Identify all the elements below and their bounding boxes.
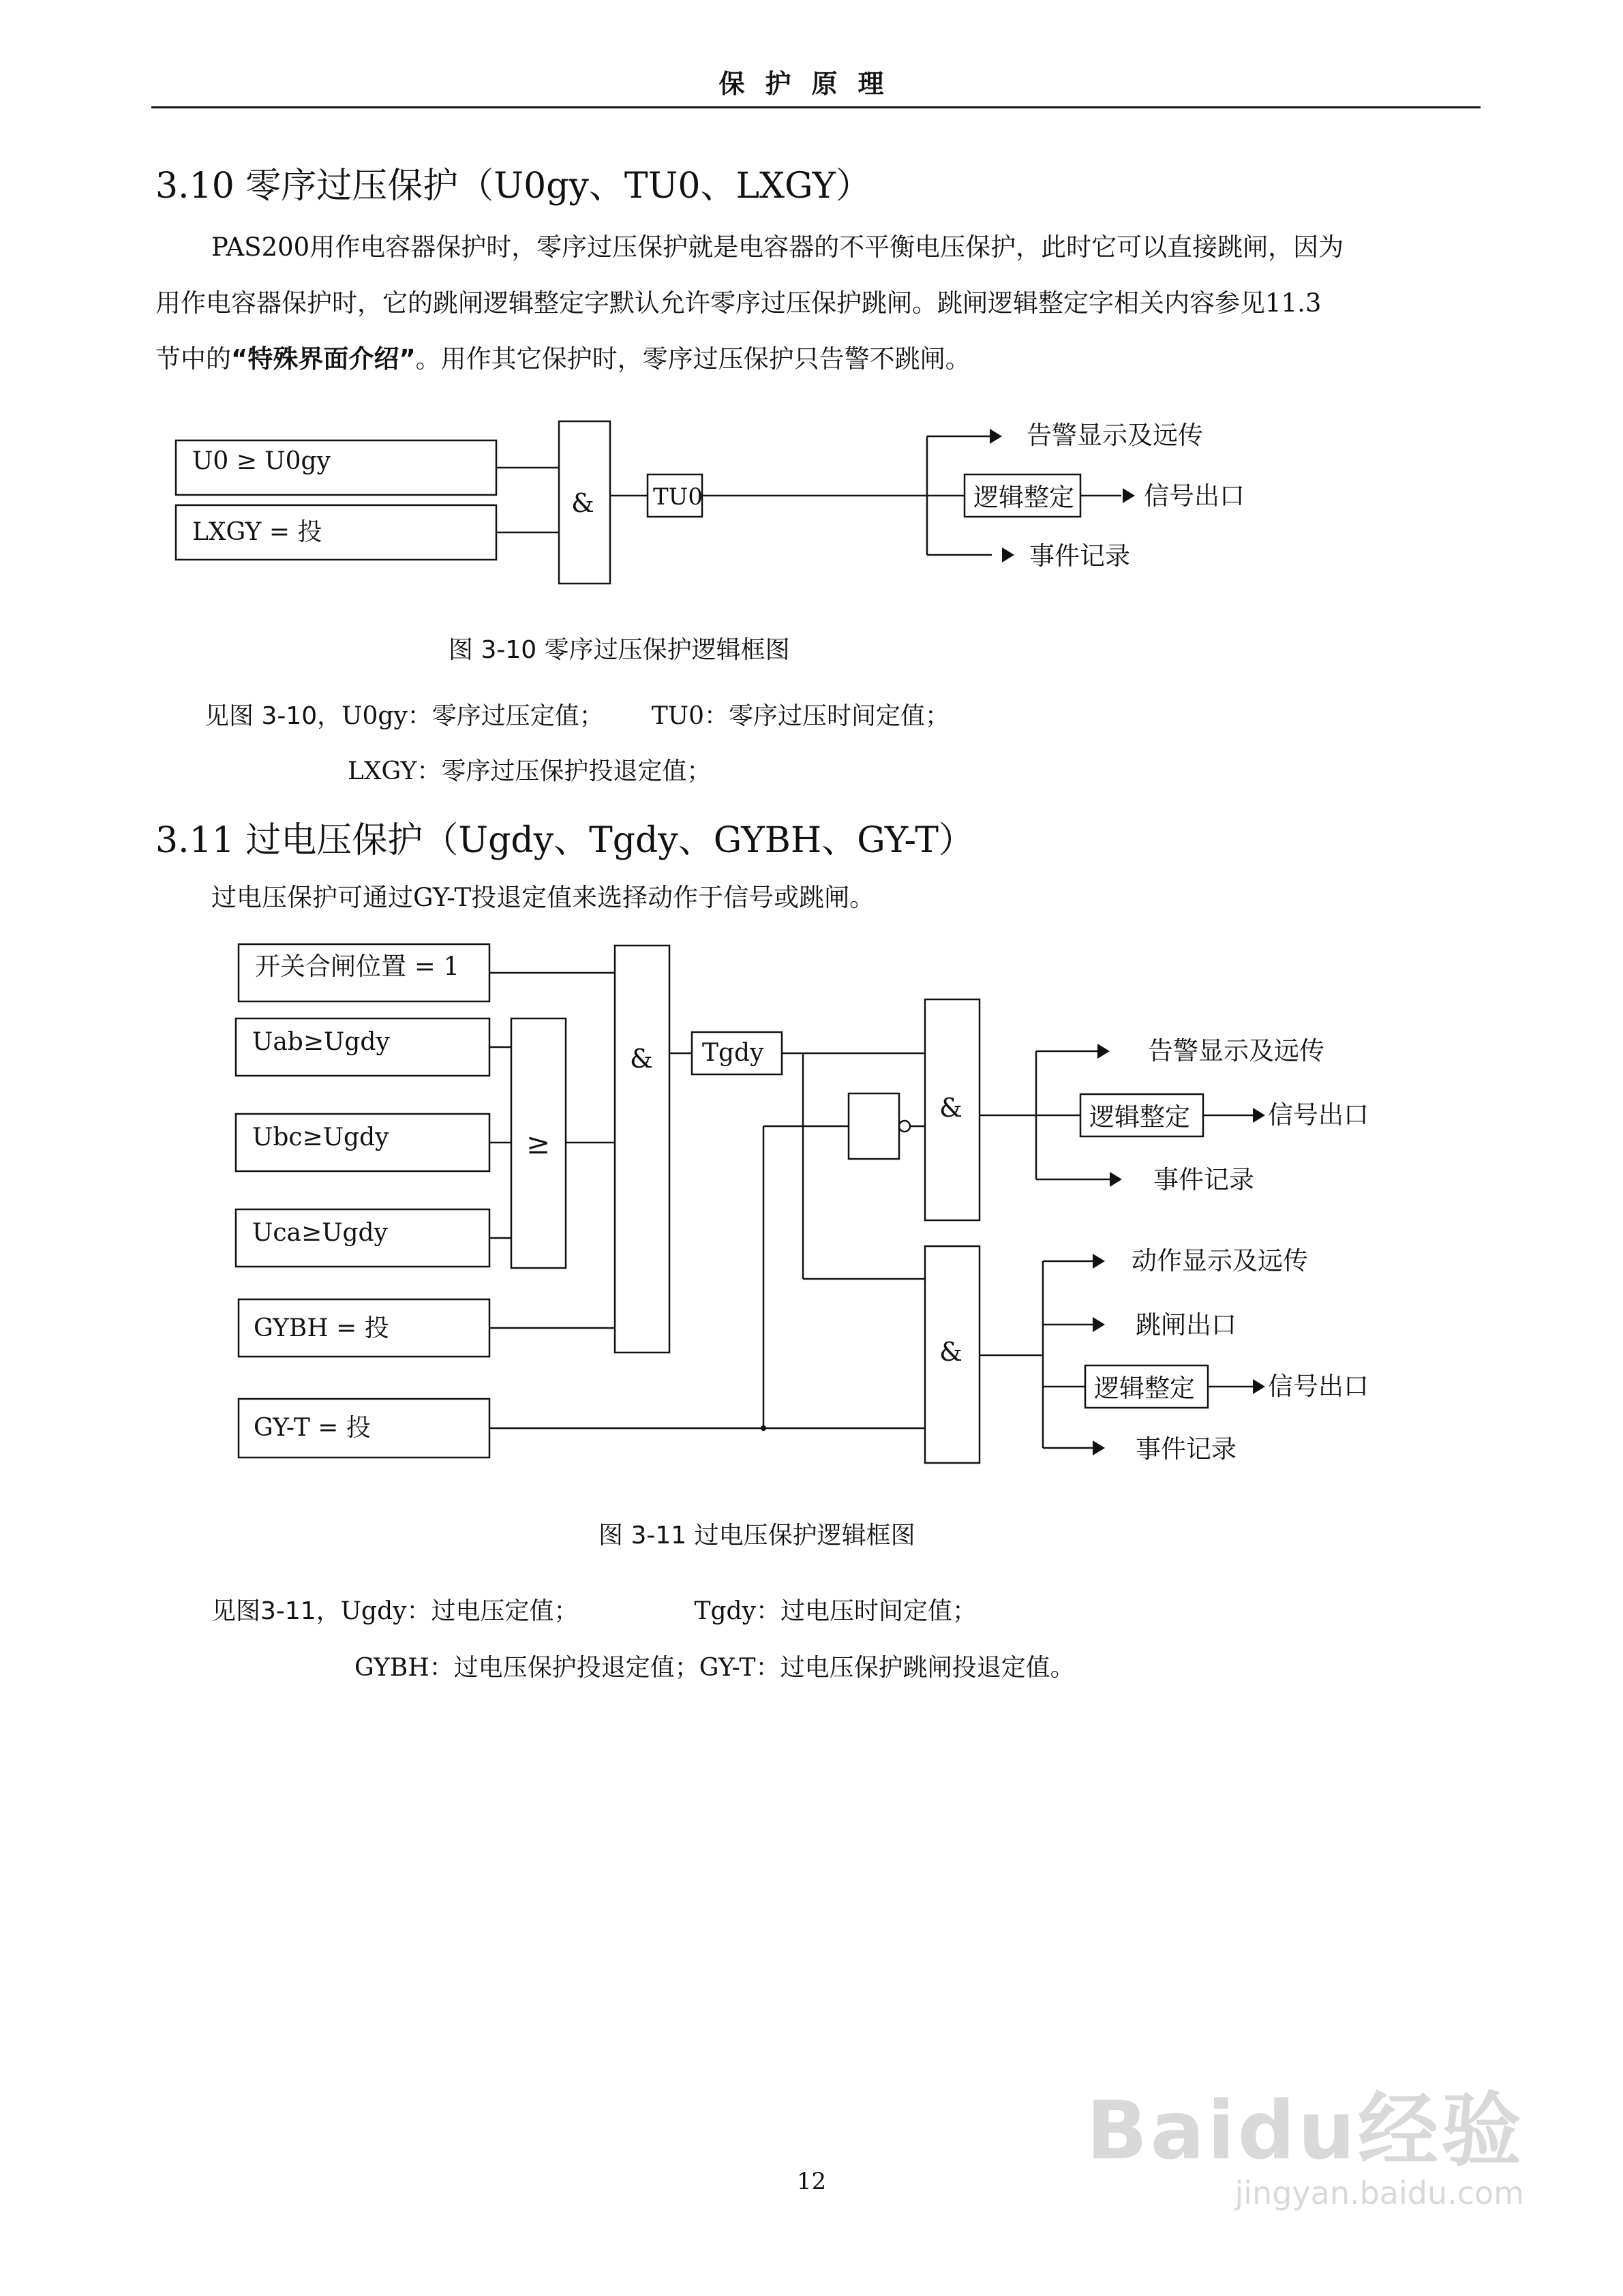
and-gate-main-label: & [630, 1044, 653, 1074]
def-310-tu0: TU0：零序过压时间定值； [651, 702, 950, 730]
arrow-signal-icon [1253, 1379, 1265, 1394]
arrow-trip-icon [1093, 1317, 1105, 1332]
watermark-url: jingyan.baidu.com [1234, 2175, 1524, 2211]
page-number: 12 [796, 2168, 827, 2195]
input-gyt-label: GY-T = 投 [254, 1414, 371, 1442]
logic-setting-310-label: 逻辑整定 [973, 483, 1074, 512]
output-event-label: 事件记录 [1029, 541, 1130, 571]
arrow-action-icon [1093, 1254, 1105, 1269]
or-gate-label: ≥ [526, 1127, 551, 1160]
def-310-u0gy: ，U0gy：零序过压定值； [317, 702, 604, 730]
input-ubc-label: Ubc≥Ugdy [252, 1123, 389, 1151]
output-signal-1-label: 信号出口 [1268, 1100, 1369, 1130]
input-uca-label: Uca≥Ugdy [252, 1219, 388, 1247]
output-action-label: 动作显示及远传 [1132, 1246, 1308, 1275]
output-event-1-label: 事件记录 [1153, 1165, 1254, 1194]
def-311-tgdy: Tgdy：过电压时间定值； [694, 1597, 977, 1625]
and-gate-trip-label: & [939, 1337, 962, 1367]
figure-3-11-definitions-line1 [211, 1592, 977, 1627]
junction-dot [761, 1425, 766, 1431]
output-signal-2-label: 信号出口 [1268, 1372, 1369, 1401]
and-gate-main [615, 946, 669, 1353]
section-311-intro: 过电压保护可通过GY-T投退定值来选择动作于信号或跳闸。 [211, 883, 875, 912]
figure-3-10-caption: 图 3-10 零序过压保护逻辑框图 [449, 636, 790, 664]
not-gate [849, 1093, 899, 1159]
output-alarm-label: 告警显示及远传 [1027, 421, 1203, 450]
arrow-event-icon [1110, 1172, 1122, 1187]
not-gate-inverter-icon [899, 1121, 910, 1132]
output-trip-label: 跳闸出口 [1136, 1310, 1237, 1340]
timer-tgdy-label: Tgdy [702, 1039, 764, 1067]
and-gate-alarm-label: & [939, 1093, 962, 1123]
arrow-alarm-icon [1097, 1044, 1110, 1059]
def-311-ugdy: ，Ugdy：过电压定值； [316, 1597, 579, 1625]
figure-3-11-caption: 图 3-11 过电压保护逻辑框图 [598, 1522, 915, 1550]
special-ui-intro-ref: “特殊界面介绍” [231, 344, 416, 374]
input-lxgy-label: LXGY = 投 [192, 518, 322, 546]
output-signal-label: 信号出口 [1144, 481, 1245, 511]
figure-3-10-definitions-line2: LXGY：零序过压保护投退定值； [348, 757, 712, 785]
logic-setting-311-1-label: 逻辑整定 [1089, 1102, 1190, 1132]
input-uab-label: Uab≥Ugdy [252, 1028, 390, 1056]
timer-tu0-label: TU0 [653, 483, 703, 511]
figure-3-11-definitions-line2: GYBH：过电压保护投退定值；GY-T：过电压保护跳闸投退定值。 [354, 1654, 1075, 1682]
input-u0-label: U0 ≥ U0gy [192, 447, 331, 475]
para-line3-suffix: 。用作其它保护时，零序过压保护只告警不跳闸。 [415, 344, 971, 374]
input-switch-label: 开关合闸位置 = 1 [255, 952, 460, 981]
def-311-prefix: 见图3-11 [211, 1597, 316, 1625]
arrow-signal-icon [1253, 1108, 1265, 1123]
output-alarm-label: 告警显示及远传 [1148, 1036, 1324, 1066]
section-310-para-line2: 用作电容器保护时，它的跳闸逻辑整定字默认允许零序过压保护跳闸。跳闸逻辑整定字相关内容参见11.3 [155, 288, 1322, 318]
watermark [1087, 2066, 1525, 2211]
def-310-prefix: 见图 3-10 [204, 702, 318, 730]
section-310-heading: 3.10 零序过压保护（U0gy、TU0、LXGY） [155, 166, 871, 207]
input-gybh-label: GYBH = 投 [254, 1314, 389, 1342]
page-header-title: 保护原理 [718, 69, 905, 99]
logic-setting-311-2-label: 逻辑整定 [1094, 1374, 1195, 1403]
section-311-heading: 3.11 过电压保护（Ugdy、Tgdy、GYBH、GY-T） [155, 820, 974, 861]
section-310-para-line1: PAS200用作电容器保护时，零序过压保护就是电容器的不平衡电压保护，此时它可以直接跳闸，因为 [211, 232, 1344, 262]
para-line3-prefix: 节中的 [155, 344, 231, 374]
and-gate-310-label: & [571, 488, 594, 518]
output-event-2-label: 事件记录 [1136, 1434, 1237, 1464]
watermark-logo: Baidu经验 [1086, 2083, 1524, 2177]
arrow-event-icon [1093, 1440, 1105, 1455]
